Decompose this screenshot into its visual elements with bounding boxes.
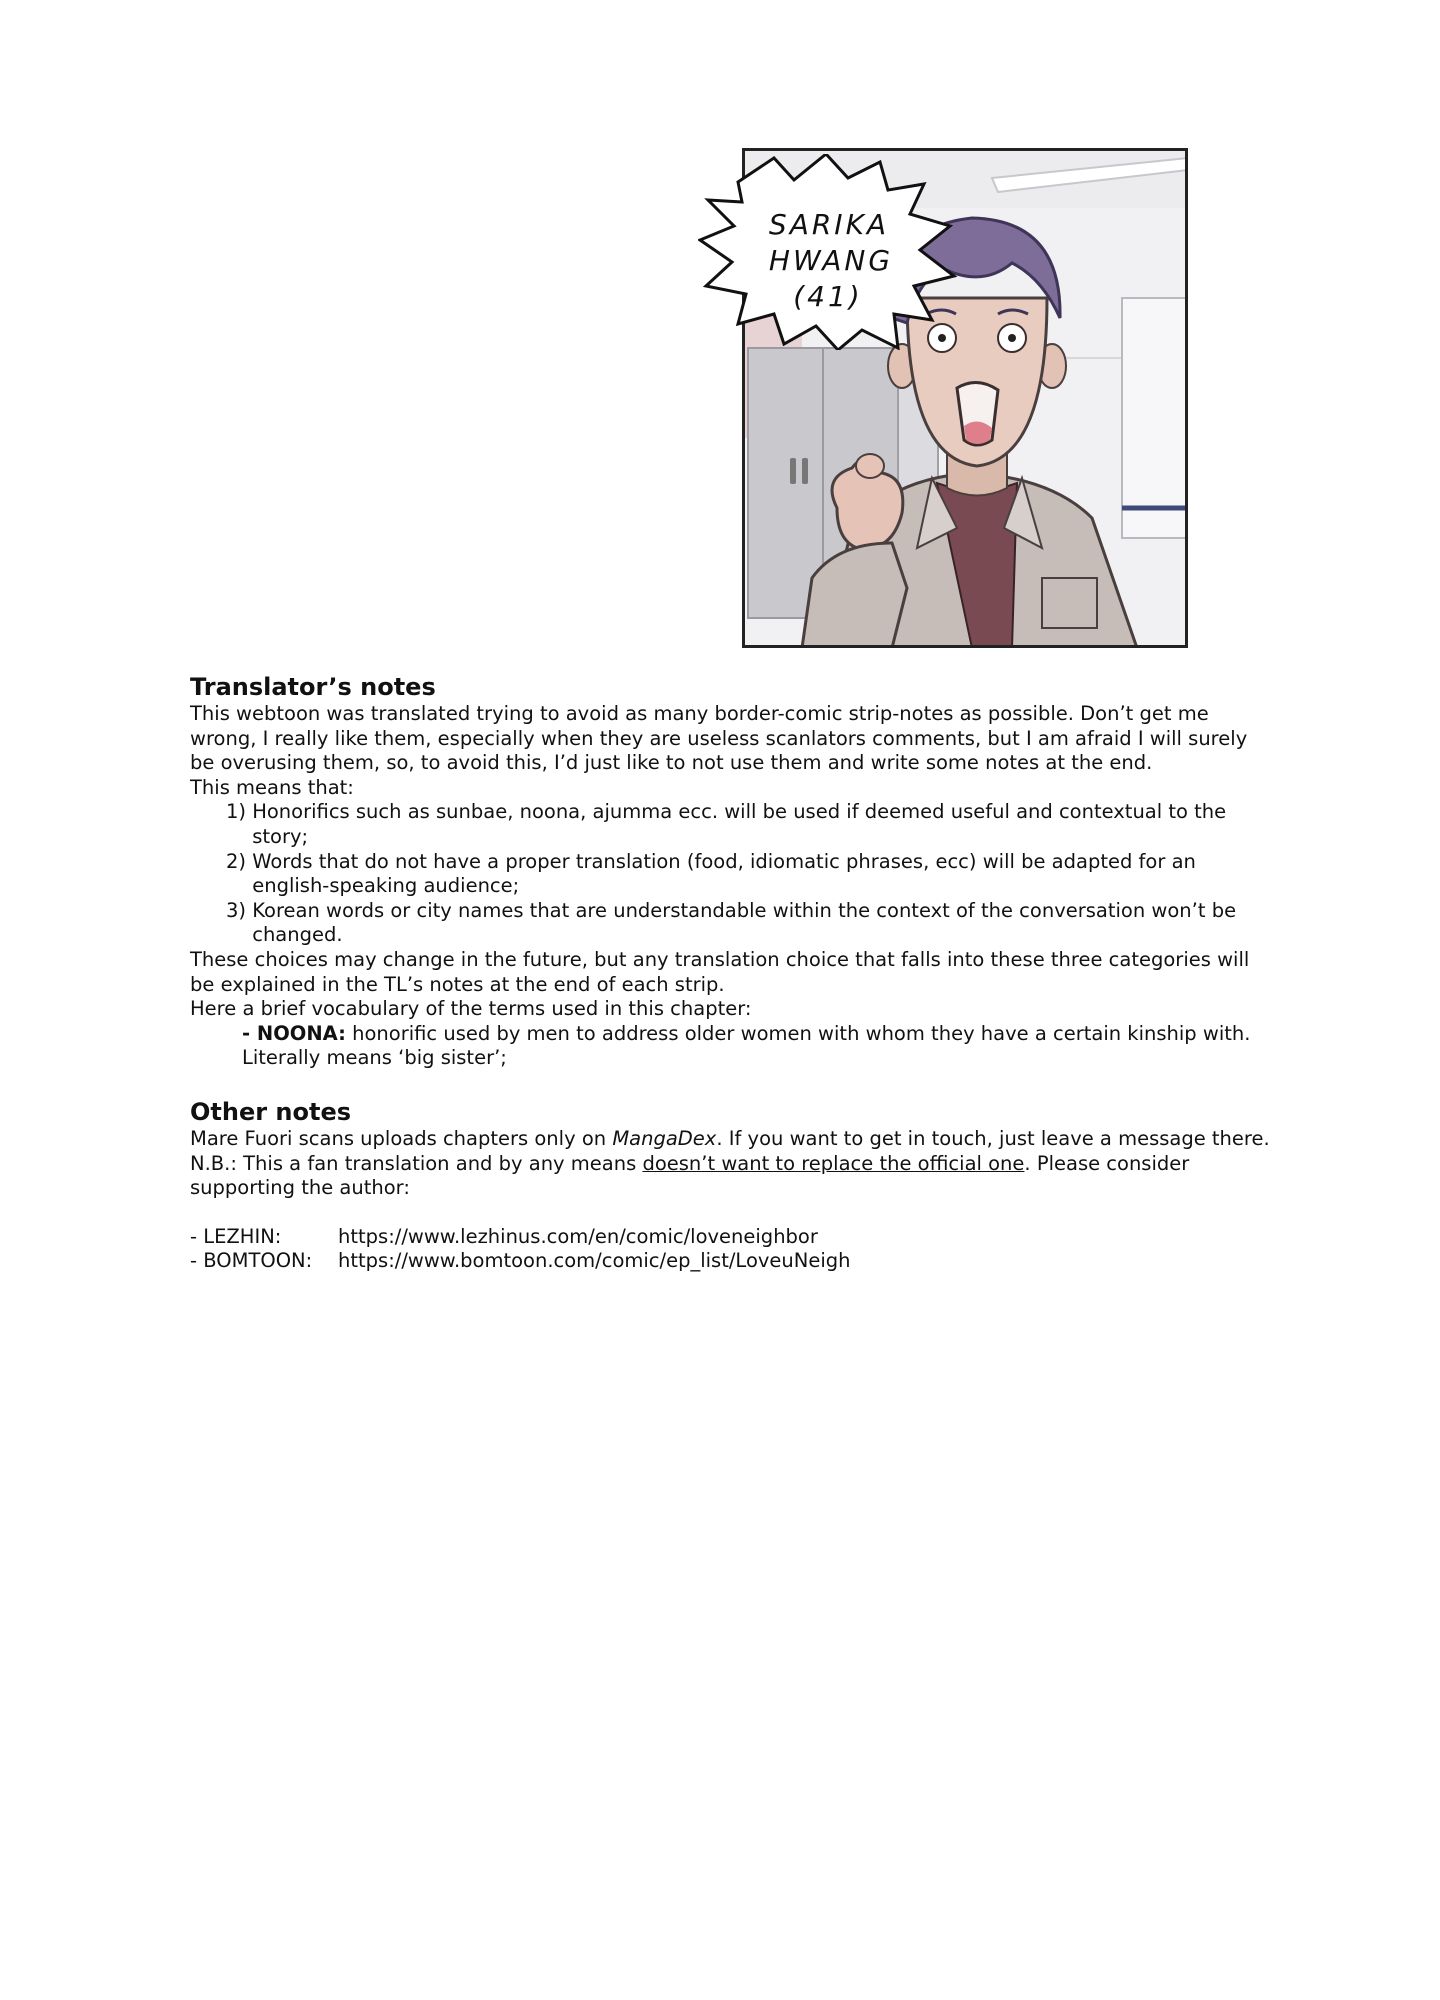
list-item-number: 1) <box>226 800 253 824</box>
list-item-text: Words that do not have a proper translation (food, idiomatic phrases, ecc) will be adapted for an english-speaking audience; <box>252 849 1196 898</box>
nb-text: N.B.: This a fan translation and by any means <box>190 1151 643 1175</box>
upload-text-end: . If you want to get in touch, just leave a message there. <box>716 1126 1270 1150</box>
bubble-line-1: SARIKA <box>768 208 890 241</box>
link-label-bomtoon: - BOMTOON: <box>190 1249 313 1273</box>
list-item-text: Honorifics such as sunbae, noona, ajumma ecc. will be used if deemed useful and contextual to the story; <box>252 800 1227 848</box>
upload-paragraph <box>190 1127 1270 1152</box>
upload-text: Mare Fuori scans uploads chapters only on <box>190 1126 613 1150</box>
notes-section <box>190 672 1270 1274</box>
link-url-bomtoon[interactable]: https://www.bomtoon.com/comic/ep_list/LoveuNeigh <box>338 1249 851 1273</box>
vocab-definition: honorific used by men to address older women with whom they have a certain kinship with. Literally means ‘big sister’; <box>242 1021 1251 1070</box>
vocab-term: - NOONA: <box>242 1021 346 1045</box>
nb-underlined-text: doesn’t want to replace the official one <box>642 1151 1025 1175</box>
other-notes-heading: Other notes <box>190 1097 352 1126</box>
vocab-intro: Here a brief vocabulary of the terms used in this chapter: <box>190 997 752 1021</box>
list-item-number: 3) <box>226 898 253 922</box>
list-item-number: 2) <box>226 849 253 873</box>
means-that-line: This means that: <box>190 775 354 799</box>
list-item <box>190 850 1270 899</box>
nb-paragraph <box>190 1152 1270 1201</box>
speech-bubble <box>698 154 960 350</box>
list-item <box>190 899 1270 948</box>
mangadex-link[interactable]: MangaDex <box>612 1126 717 1150</box>
bubble-line-3: (41) <box>793 280 863 313</box>
translator-notes-heading: Translator’s notes <box>190 673 436 701</box>
link-label-lezhin: - LEZHIN: <box>190 1224 282 1248</box>
nb-text-end: . Please consider supporting the author: <box>190 1151 1190 1200</box>
vocab-entry <box>190 1022 1270 1071</box>
choices-paragraph: These choices may change in the future, but any translation choice that falls into these three categories will be explained in the TL’s notes at the end of each strip. <box>190 947 1250 996</box>
list-item <box>190 800 1270 849</box>
link-url-lezhin[interactable]: https://www.lezhinus.com/en/comic/loveneighbor <box>338 1224 818 1248</box>
translator-notes-intro: This webtoon was translated trying to avoid as many border-comic strip-notes as possible. Don’t get me wrong, I really like them, especially when they are useless scanlators comments, but I am afraid I will surely be overusing them, so, to avoid this, I’d just like to not use them and write some notes at the end. <box>190 702 1248 775</box>
author-links <box>190 1225 1270 1274</box>
list-item-text: Korean words or city names that are understandable within the context of the conversation won’t be changed. <box>252 898 1237 947</box>
bubble-line-2: HWANG <box>768 244 894 277</box>
